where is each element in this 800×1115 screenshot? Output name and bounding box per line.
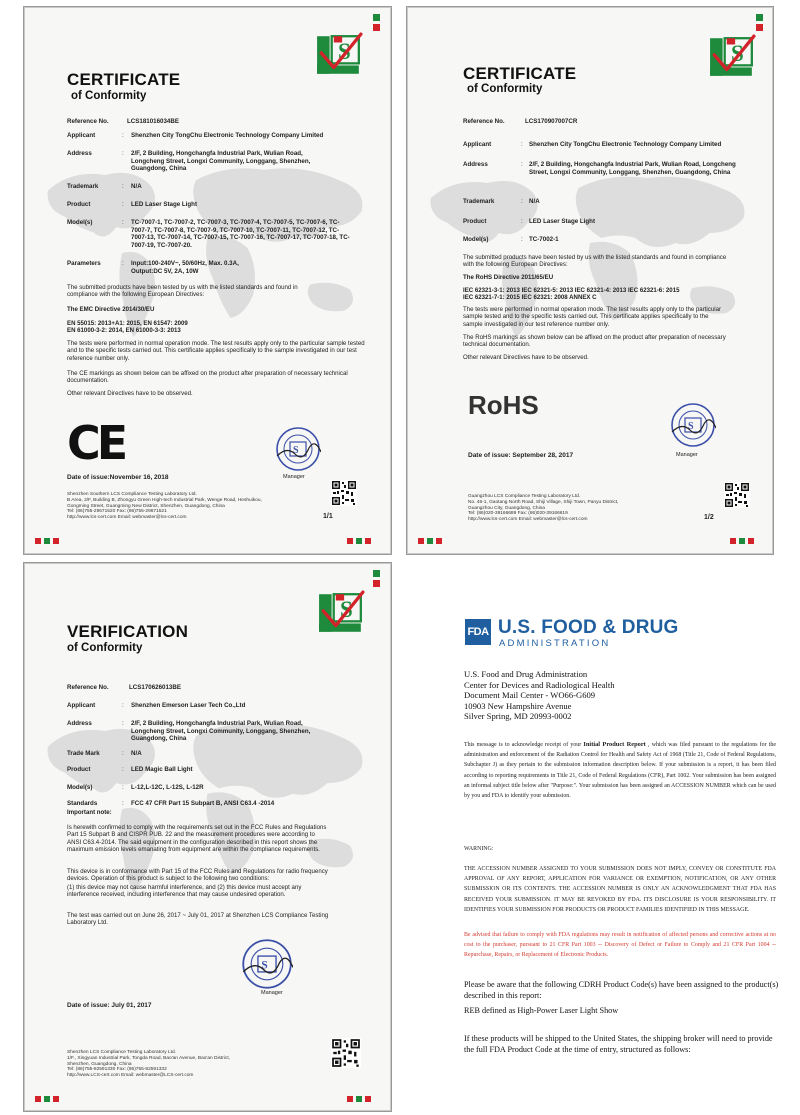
address-value: 2/F, 2 Building, Hongchangfa Industrial Park, Wulian Road, Longcheng Street, Longxi Community, Longgang, Shenzhen, Guangdong, China (131, 150, 311, 173)
directive: The RoHS Directive 2011/65/EU (463, 274, 554, 281)
ce-certificate: CERTIFICATE of Conformity Reference No. LCS181016034BE Applicant : Shenzhen City TongChu Electronic Technology Company Limited Address : 2/F, 2 Building, Hongchangfa Industrial Park, Wulian Road, Longcheng Street, Longxi Community, Longgang, Shenzhen, Guangdong, China Trademark : N/A Product : LED Laser Stage Light Model(s) : TC-7007-1, TC-7007-2, TC-7007-3, TC-7007-4, TC-7007-5, TC-7007-6, TC-7007-7, TC-7007-8, TC-7007-9, TC-7007-10, TC-7007-11, TC-7007-12, TC-7007-13, TC-7007-14, TC-7007-15, TC-7007-16, TC-7007-17, TC-7007-18, TC-7007-19, TC-7007-20. Parameters : Input:100-240V~, 50/60Hz, Max. 0.3A, Output:DC 5V, 2A, 10W The submitted products have been tested by us with the listed standards and found in compliance with the following European Directives: The EMC Directive 2014/30/EU EN 55015: 2013+A1: 2015, EN 61547: 2009 EN 61000-3-2: 2014, EN 61000-3-3: 2013 The tests were performed in normal operation mode. The test results apply only to the particular sample tested and to the specific tests carried out. This certificate applies specifically to the sample investigated in our test reference number only. The CE markings as shown below can be affixed on the product after preparation of necessary technical documentation. Other relevant Directives have to be observed. CE Manager Date of issue:November 16, 2018 Shenzhen Southern LCS Compliance Testing Laboratory Ltd. B Area, 2/F, Building B, Zhongyu Green High-tech Industrial Park, Wenge Road, Heshuikou, Gongming Street, Guangming New District, Shenzhen, Guangdong, China Tel: (86)755-29671520 Fax: (86)755-29671521 http://www.lcs-cert.com Email: webmaster@lcs-cert.com 1/1 (24, 7, 391, 554)
reference-number: LCS170907007CR (525, 118, 578, 125)
certificate-title: CERTIFICATE (463, 64, 577, 83)
acknowledgement-text: This message is to acknowledge receipt of your Initial Product Report , which was filed pursuant to the regulations for the administration and enforcement of the Radiation Control for Health and Safety Act of 1968 (Title 21, Code of Federal Regulations, Subchapter J) as they pertain to the submission information description below. If your submission is a report, it has been filed according to reporting requirements in Title 21, Code of Federal Regulations (CFR), Part 1002. Your submission has been assigned an informal subject title below after "Purpose:". Your submission has been assigned an ACCESSION NUMBER which can be used by you and FDA to identify your submission. (464, 741, 776, 800)
compliance-warning: Be advised that failure to comply with FDA regulations may result in notification of affected persons and corrective actions at no cost to the purchaser, pursuant to 21 CFR Part 1003 -- Discovery of Defect or Failure to Comply and 21 CFR Part 1004 -- Repurchase, Repairs, or Replacement of Electronic Products. (464, 932, 776, 959)
fcc-verification: VERIFICATION of Conformity Reference No. LCS170626013BE Applicant : Shenzhen Emerson Laser Tech Co.,Ltd Address : 2/F, 2 Building, Hongchangfa Industrial Park, Wulian Road, Longcheng Street, Longxi Community, Longgang, Shenzhen, Guangdong, China Trade Mark : N/A Product : LED Magic Ball Light Model(s) : L-12,L-12C, L-12S, L-12R Standards : FCC 47 CFR Part 15 Subpart B, ANSI C63.4 -2014 Important note: Is herewith confirmed to comply with the requirements set out in the FCC Rules and Regulations Part 15 Subpart B and CISPR PUB. 22 and the measurement procedures were according to ANSI C63.4-2014. The said equipment in the configuration described in this report shows the maximum emission levels emanating from equipment are within the compliance requirements. This device is in conformance with Part 15 of the FCC Rules and Regulations for radio frequency devices. Operation of this product is subject to the following two conditions: (1) this device may not cause harmful interference, and (2) this device must accept any interference received, including interference that may cause undesired operation. The test was carried out on June 26, 2017 ~ July 01, 2017 at Shenzhen LCS Compliance Testing Laboratory Ltd. Manager Date of issue: July 01, 2017 Shenzhen LCS Compliance Testing Laboratory Ltd. 1/F., Xingyuan Industrial Park, Tongda Road, Bao'an Avenue, Bao'an District, Shenzhen, Guangdong, China Tel: (86)755-82591330 Fax: (86)755-82591332 http://www.LCS-cert.com Email: webmaster@LCS-cert.com (24, 563, 391, 1111)
reference-number: LCS170626013BE (129, 684, 181, 691)
test-lab-stamp (241, 938, 293, 990)
issue-date: Date of issue: September 28, 2017 (468, 452, 574, 459)
lcs-logo (708, 34, 756, 80)
test-lab-stamp (275, 426, 321, 472)
product-code: REB defined as High-Power Laser Light Show (464, 1006, 619, 1015)
qr-code (724, 482, 750, 508)
shipping-text: If these products will be shipped to the United States, the shipping broker will need to provide the full FDA Product Code at the time of entry, structured as follows: (464, 1034, 773, 1054)
fda-logo-icon: FDA (465, 619, 491, 645)
test-lab-stamp (670, 402, 716, 448)
lcs-logo (317, 590, 365, 636)
fda-address: U.S. Food and Drug Administration Center for Devices and Radiological Health Document Mail Center - WO66-G609 10903 New Hampshire Avenue Silver Spring, MD 20993-0002 (464, 669, 615, 722)
warning-heading: WARNING: (464, 846, 494, 852)
certificate-title: CERTIFICATE (67, 70, 181, 89)
fda-name: U.S. FOOD & DRUG (498, 617, 679, 638)
directive: The EMC Directive 2014/30/EU (67, 306, 155, 313)
reference-number: LCS181016034BE (127, 118, 179, 125)
lab-footer: Shenzhen Southern LCS Compliance Testing Laboratory Ltd. B Area, 2/F, Building B, Zhongyu Green High-tech Industrial Park, Wenge Road, Heshuikou, Gongming Street, Guangming New District, Shenzhen, Guangdong, China Tel: (86)755-29671520 Fax: (86)755-29671521 http://www.lcs-cert.com Email: webmaster@lcs-cert.com (67, 492, 262, 521)
lcs-logo (315, 32, 363, 78)
product-code-text: Please be aware that the following CDRH Product Code(s) have been assigned to the product(s) described in this report: (464, 980, 779, 1000)
issue-date: Date of issue: July 01, 2017 (67, 1002, 152, 1009)
qr-code (331, 1038, 361, 1068)
rohs-certificate: CERTIFICATE of Conformity Reference No. LCS170907007CR Applicant : Shenzhen City TongChu Electronic Technology Company Limited Address : 2/F, 2 Building, Hongchangfa Industrial Park, Wulian Road, Longcheng Street, Longxi Community, Longgang, Shenzhen, Guangdong, China Trademark : N/A Product : LED Laser Stage Light Model(s) : TC-7002-1 The submitted products have been tested by us with the listed standards and found in compliance with the following European Directives: The RoHS Directive 2011/65/EU IEC 62321-3-1: 2013 IEC 62321-5: 2013 IEC 62321-4: 2013 IEC 62321-6: 2015 IEC 62321-7-1: 2015 IEC 62321: 2008 ANNEX C The tests were performed in normal operation mode. The test results apply only to the particular sample tested and to the specific tests carried out. This certificate applies specifically to the sample investigated in our test reference number only. The RoHS markings as shown below can be affixed on the product after preparation of necessary technical documentation. Other relevant Directives have to be observed. RoHS Manager Date of issue: September 28, 2017 Guangzhou LCS Compliance Testing Laboratory Ltd. No. 46-1, Gaotang North Road, Shiji Village, Shiji Town, Panyu District, Guangzhou City, Guangdong, China Tel: (86)020-39166689 Fax: (86)020-39166619 http://www.lcs-cert.com Email: webmaster@lcs-cert.com 1/2 (407, 7, 773, 554)
lab-footer: Guangzhou LCS Compliance Testing Laboratory Ltd. No. 46-1, Gaotang North Road, Shiji Village, Shiji Town, Panyu District, Guangzhou City, Guangdong, China Tel: (86)020-39166689 Fax: (86)020-39166619 http://www.lcs-cert.com Email: webmaster@lcs-cert.com (468, 494, 619, 523)
tests-text: The tests were performed in normal operation mode. The test results apply only to the particular sample tested and to the specific tests carried out. This certificate applies specifically to the sample investigated in our test reference number only. (67, 340, 365, 362)
footer-color-blocks (35, 538, 59, 546)
color-strip (373, 14, 380, 31)
issue-date: Date of issue:November 16, 2018 (67, 474, 169, 481)
ce-mark: CE (67, 416, 125, 470)
applicant-name: Shenzhen City TongChu Electronic Technology Company Limited (131, 132, 324, 139)
markings-text: The CE markings as shown below can be affixed on the product after preparation of necessary technical documentation. (67, 370, 348, 385)
certificate-title: VERIFICATION (67, 622, 189, 641)
page-number: 1/2 (704, 514, 714, 521)
intro-text: The submitted products have been tested by us with the listed standards and found in compliance with the following European Directives: (67, 284, 298, 299)
lab-footer: Shenzhen LCS Compliance Testing Laboratory Ltd. 1/F., Xingyuan Industrial Park, Tongda Road, Bao'an Avenue, Bao'an District, Shenzhen, Guangdong, China Tel: (86)755-82591330 Fax: (86)755-82591332 http://www.LCS-cert.com Email: webmaster@LCS-cert.com (67, 1050, 230, 1079)
rohs-mark: RoHS (468, 390, 539, 420)
warning-text: THE ACCESSION NUMBER ASSIGNED TO YOUR SUBMISSION DOES NOT IMPLY, CONVEY OR CONSTITUTE FDA APPROVAL OF ANY REPORT, APPLICATION FOR VARIANCE OR EXEMPTION, NOTIFICATION, OR ANY OTHER SUBMISSION OR ITS CONTENTS. THE ACCESSION NUMBER IS ONLY AN ACKNOWLEDGMENT THAT FDA HAS RECEIVED YOUR SUBMISSION. IT MAY BE REVOKED BY FDA. ITS DISCLOSURE IS YOUR RESPONSIBILITY. IT IDENTIFIES YOUR SUBMISSION FOR PRODUCTS OR PRODUCT FAMILIES IDENTIFIED IN THIS MESSAGE. (464, 866, 776, 913)
page-number: 1/1 (323, 513, 333, 520)
fda-letter (408, 562, 800, 1115)
qr-code (331, 480, 357, 506)
certificate-subtitle: of Conformity (71, 90, 147, 102)
fda-subtitle: ADMINISTRATION (499, 638, 611, 649)
